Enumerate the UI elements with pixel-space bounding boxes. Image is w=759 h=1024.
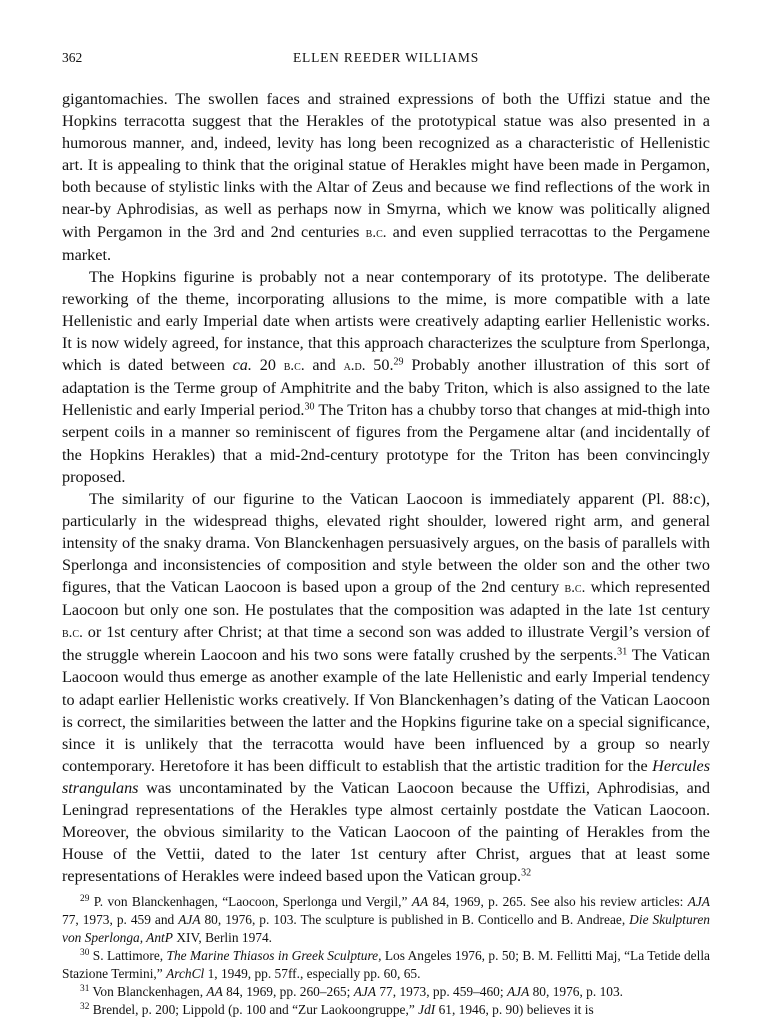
footnote-ref-29[interactable]: 29 bbox=[393, 356, 404, 368]
footnote-ref-31[interactable]: 31 bbox=[617, 646, 628, 658]
paragraph-1: gigantomachies. The swollen faces and strained expressions of both the Uffizi statue and the Hopkins terracotta suggest that the Herakles of the prototypical statue was also presented in a humorous manner, and, indeed, levity has long been recognized as a characteristic of Hellenistic art. It is appealing to think that the original statue of Herakles might have been made in Pergamon, both because of stylistic links with the Altar of Zeus and because we find reflections of the work in near-by Aphrodisias, as well as perhaps now in Smyrna, which we know was politically aligned with Pergamon in the 3rd and 2nd centuries b.c. and even supplied terracottas to the Pergamene market. bbox=[62, 90, 710, 264]
footnote-ref-32[interactable]: 32 bbox=[521, 867, 532, 879]
footnote-30: $^{30}$ S. Lattimore, The Marine Thiasos in Greek Sculpture, Los Angeles 1976, p. 50; B. M. Fellitti Maj, “La Tetide della Stazione Termini,” ArchCl 1, 1949, pp. 57ff., especially pp. 60, 65. bbox=[62, 948, 710, 982]
footnote-31: $^{31}$ Von Blanckenhagen, AA 84, 1969, pp. 260–265; AJA 77, 1973, pp. 459–460; AJA 80, 1976, p. 103. bbox=[80, 984, 623, 1000]
footnote-ref-30[interactable]: 30 bbox=[304, 401, 315, 413]
paragraph-2: The Hopkins figurine is probably not a near contemporary of its prototype. The deliberate reworking of the theme, incorporating allusions to the mime, is more compatible with a late Hellenistic and early Imperial date when artists were creatively adapting earlier Hellenistic works. It is now widely agreed, for instance, that this approach characterizes the sculpture from Sperlonga, which is dated between ca. 20 b.c. and a.d. 50.29 Probably another illustration of this sort of adaptation is the Terme group of Amphitrite and the baby Triton, which is also assigned to the late Hellenistic and early Imperial period.$^{30}$ The Triton has a chubby torso that changes at mid-thigh into serpent coils in a manner so reminiscent of figures from the Pergamene altar (and incidentally of the Hopkins Herakles) that a mid-2nd-century prototype for the Triton has been convincingly proposed. bbox=[62, 267, 711, 486]
paragraph-3: The similarity of our figurine to the Vatican Laocoon is immediately apparent (Pl. 88:c), particularly in the widespread thighs, elevated right shoulder, lowered right arm, and general intensity of the snaky drama. Von Blanckenhagen persuasively argues, on the basis of parallels with Sperlonga and inconsistencies of composition and style between the older son and the other two figures, that the Vatican Laocoon is based upon a group of the 2nd century b.c. which represented Laocoon but only one son. He postulates that the composition was adapted in the late 1st century b.c. or 1st century after Christ; at that time a second son was added to illustrate Vergil’s version of the struggle wherein Laocoon and his two sons were fatally crushed by the serpents.$^{31}$ The Vatican Laocoon would thus emerge as another example of the late Hellenistic and early Imperial tendency to adapt earlier Hellenistic works creatively. If Von Blanckenhagen’s dating of the Vatican Laocoon is correct, the similarities between the latter and the Hopkins figurine take on a special significance, since it is unlikely that the terracotta would have been influenced by a group so nearly contemporary. Heretofore it has been difficult to establish that the artistic tradition for the Hercules strangulans was uncontaminated by the Vatican Laocoon because the Uffizi, Aphrodisias, and Leningrad representations of the Herakles type almost certainly postdate the Vatican Laocoon. Moreover, the obvious similarity to the Vatican Laocoon of the painting of Herakles from the House of the Vettii, dated to the later 1st century after Christ, argues that at least some representations of Herakles were indeed based upon the Vatican group.$^{32}$ bbox=[62, 489, 711, 886]
footnote-29: $^{29}$ P. von Blanckenhagen, “Laocoon, Sperlonga und Vergil,” AA 84, 1969, p. 265. See also his review articles: AJA 77, 1973, p. 459 and AJA 80, 1976, p. 103. The sculpture is published in B. Conticello and B. Andreae, Die Skulpturen von Sperlonga, AntP XIV, Berlin 1974. bbox=[62, 894, 710, 946]
running-title: ELLEN REEDER WILLIAMS bbox=[292, 50, 480, 65]
footnotes bbox=[62, 893, 710, 1019]
page-number: 362 bbox=[62, 50, 83, 65]
body-text bbox=[62, 88, 710, 887]
page bbox=[62, 50, 710, 1019]
footnote-32: $^{32}$ Brendel, p. 200; Lippold (p. 100 and “Zur Laokoongruppe,” JdI 61, 1946, p. 90) believes it is bbox=[80, 1002, 594, 1018]
running-header bbox=[62, 50, 710, 74]
